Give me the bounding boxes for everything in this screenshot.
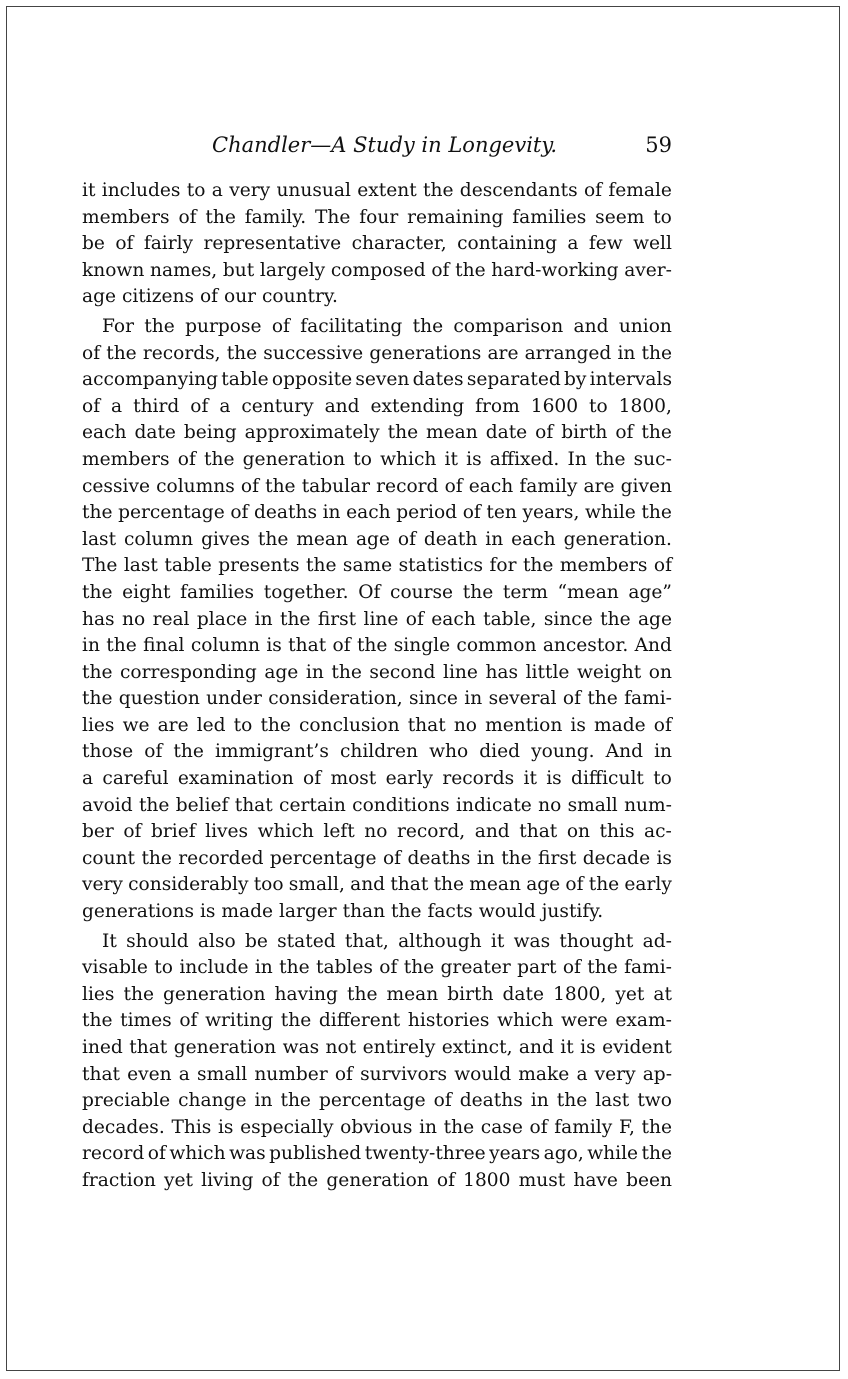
text-line: visable to include in the tables of the greater part of the fami- (82, 957, 672, 979)
text-line: of the records, the successive generations are arranged in the (82, 342, 672, 364)
text-line: For the purpose of facilitating the comparison and union (102, 315, 672, 337)
text-line: ined that generation was not entirely extinct, and it is evident (82, 1037, 672, 1058)
text-line: age citizens of our country. (82, 286, 338, 308)
text-line: decades. This is especially obvious in the case of family F, the (82, 1116, 672, 1138)
paragraph (82, 929, 672, 1195)
text-line: accompanying table opposite seven dates separated by intervals (82, 369, 672, 391)
text-line: ber of brief lives which left no record, and that on this ac- (82, 821, 672, 843)
text-line: those of the immigrant’s children who died young. And in (82, 741, 672, 763)
text-line: the percentage of deaths in each period of ten years, while the (82, 502, 672, 524)
text-line: the question under consideration, since in several of the fami- (82, 688, 672, 710)
body-text (82, 178, 672, 1198)
running-title: Chandler—A Study in Longevity. (212, 133, 558, 157)
text-line: a careful examination of most early records it is difficult to (82, 768, 672, 790)
text-line: The last table presents the same statistics for the members of (82, 555, 672, 577)
text-line: the eight families together. Of course the term “mean age” (82, 581, 672, 603)
text-line: has no real place in the first line of each table, since the age (82, 608, 672, 630)
text-line: fraction yet living of the generation of 1800 must have been (82, 1169, 672, 1191)
text-line: very considerably too small, and that the mean age of the early (82, 874, 672, 896)
text-line: generations is made larger than the facts would justify. (82, 901, 604, 923)
running-header (82, 133, 672, 167)
text-line: record of which was published twenty-three years ago, while the (82, 1143, 672, 1165)
text-line: known names, but largely composed of the hard-working aver- (82, 259, 672, 281)
page-number: 59 (645, 133, 672, 157)
text-line: be of fairly representative character, containing a few well (82, 233, 672, 255)
text-line: preciable change in the percentage of deaths in the last two (82, 1090, 672, 1112)
text-line: members of the generation to which it is affixed. In the suc- (82, 448, 672, 470)
text-line: lies the generation having the mean birth date 1800, yet at (82, 983, 672, 1005)
text-line: It should also be stated that, although it was thought ad- (102, 930, 672, 952)
text-line: it includes to a very unusual extent the descendants of female (82, 180, 672, 201)
text-line: lies we are led to the conclusion that no mention is made of (82, 714, 672, 736)
text-line: count the recorded percentage of deaths in the first decade is (82, 847, 672, 869)
text-line: the times of writing the different histories which were exam- (82, 1010, 672, 1032)
paragraph (82, 178, 672, 311)
text-line: avoid the belief that certain conditions indicate no small num- (82, 794, 672, 816)
text-line: each date being approximately the mean date of birth of the (82, 422, 672, 444)
text-line: the corresponding age in the second line has little weight on (82, 661, 672, 683)
text-line: in the final column is that of the single common ancestor. And (82, 635, 672, 657)
text-line: cessive columns of the tabular record of each family are given (82, 475, 672, 497)
paragraph (82, 314, 672, 926)
text-line: last column gives the mean age of death in each generation. (82, 528, 672, 550)
text-line: that even a small number of survivors would make a very ap- (82, 1063, 672, 1085)
text-line: of a third of a century and extending from 1600 to 1800, (82, 395, 672, 417)
text-line: members of the family. The four remaining families seem to (82, 206, 672, 228)
